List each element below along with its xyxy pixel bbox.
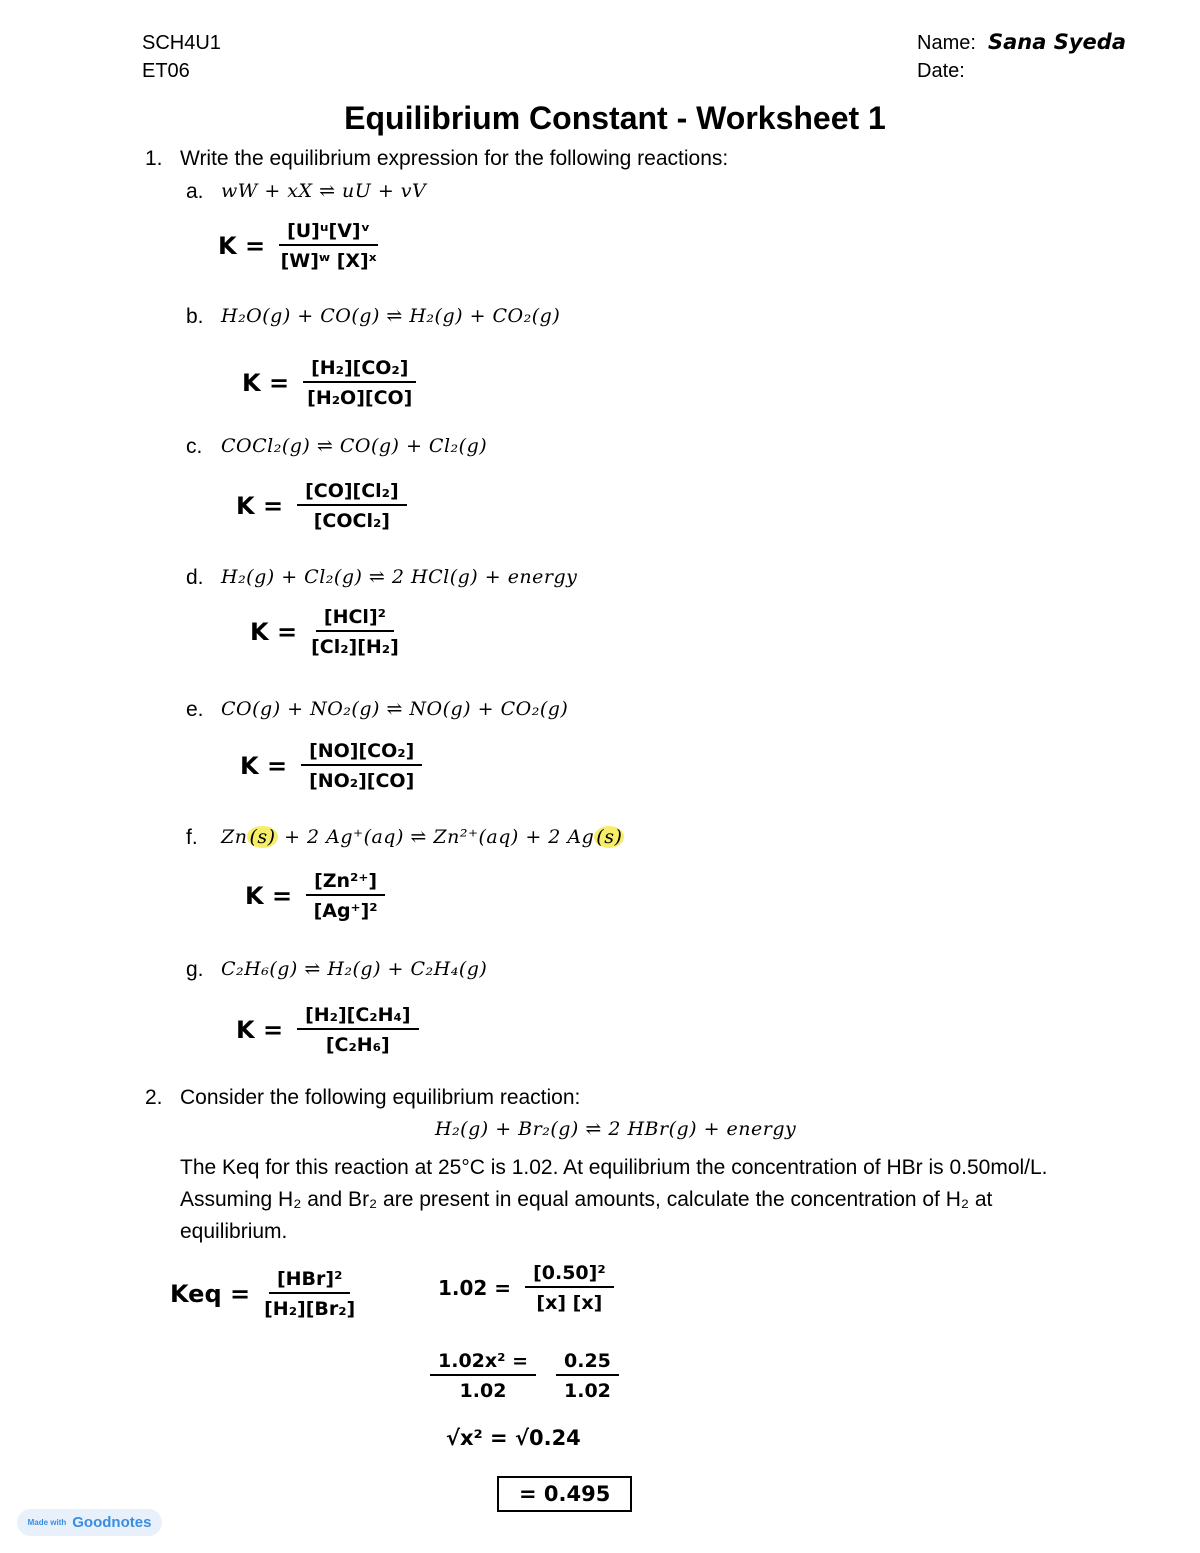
denominator: [Cl₂][H₂] bbox=[311, 636, 399, 658]
reaction-middle: + 2 Ag⁺(aq) ⇌ Zn²⁺(aq) + 2 Ag bbox=[277, 826, 595, 848]
step-2-rhs-den: 1.02 bbox=[564, 1380, 611, 1402]
q2-paragraph: The Keq for this reaction at 25°C is 1.02. At equilibrium the concentration of HBr is 0.50mol/L. Assuming H₂ and Br₂ are present in equal amounts, calculate the concentration of H₂ at equilibrium. bbox=[180, 1156, 1048, 1243]
k-label: K = bbox=[236, 1016, 284, 1044]
q1g-letter: g. bbox=[186, 958, 204, 981]
reaction-start: Zn bbox=[221, 826, 248, 848]
q1-prompt: Write the equilibrium expression for the following reactions: bbox=[180, 147, 729, 170]
q1e-letter: e. bbox=[186, 698, 204, 721]
k-label: K = bbox=[245, 882, 293, 910]
numerator: [NO][CO₂] bbox=[301, 740, 422, 766]
q1g-answer bbox=[236, 1004, 419, 1056]
q1b-reaction: H₂O(g) + CO(g) ⇌ H₂(g) + CO₂(g) bbox=[221, 305, 561, 327]
numerator: [Zn²⁺] bbox=[306, 870, 385, 896]
denominator: [NO₂][CO] bbox=[309, 770, 415, 792]
made-with-label: Made with bbox=[27, 1518, 67, 1527]
q2-prompt: Consider the following equilibrium reaction: bbox=[180, 1086, 581, 1109]
course-code: SCH4U1 bbox=[142, 32, 221, 54]
date-label: Date: bbox=[917, 60, 965, 82]
numerator: [H₂][C₂H₄] bbox=[297, 1004, 418, 1030]
step-1-lhs: 1.02 = bbox=[438, 1276, 512, 1300]
q1-number: 1. bbox=[145, 147, 163, 170]
step-2-divide bbox=[430, 1350, 619, 1402]
denominator: [W]ʷ [X]ˣ bbox=[280, 250, 377, 272]
q2-number: 2. bbox=[145, 1086, 163, 1109]
step-3-square-root: √x² = √0.24 bbox=[446, 1426, 581, 1450]
unit-code: ET06 bbox=[142, 60, 190, 82]
denominator: [C₂H₆] bbox=[325, 1034, 390, 1056]
goodnotes-badge bbox=[17, 1509, 162, 1536]
step-2-lhs-num: 1.02x² = bbox=[430, 1350, 536, 1376]
step-2-rhs-num: 0.25 bbox=[556, 1350, 619, 1376]
student-name-handwritten: Sana Syeda bbox=[988, 30, 1126, 54]
q2-reaction: H₂(g) + Br₂(g) ⇌ 2 HBr(g) + energy bbox=[435, 1118, 797, 1140]
k-label: K = bbox=[250, 618, 298, 646]
q1a-letter: a. bbox=[186, 180, 204, 203]
k-label: K = bbox=[218, 232, 266, 260]
step-1-substitution bbox=[438, 1262, 614, 1314]
keq-expression bbox=[170, 1268, 355, 1320]
q1d-reaction: H₂(g) + Cl₂(g) ⇌ 2 HCl(g) + energy bbox=[221, 566, 578, 588]
keq-label: Keq = bbox=[170, 1280, 251, 1308]
goodnotes-logo: Goodnotes bbox=[72, 1514, 152, 1531]
denominator: [H₂O][CO] bbox=[307, 387, 413, 409]
k-label: K = bbox=[242, 369, 290, 397]
k-label: K = bbox=[240, 752, 288, 780]
q1c-reaction: COCl₂(g) ⇌ CO(g) + Cl₂(g) bbox=[221, 435, 488, 457]
numerator: [0.50]² bbox=[525, 1262, 614, 1288]
highlight-solid-2: (s) bbox=[596, 826, 623, 848]
step-2-lhs-den: 1.02 bbox=[459, 1380, 507, 1402]
denominator: [H₂][Br₂] bbox=[264, 1298, 356, 1320]
k-label: K = bbox=[236, 492, 284, 520]
denominator: [x] [x] bbox=[536, 1292, 603, 1314]
numerator: [H₂][CO₂] bbox=[303, 357, 416, 383]
q1f-answer bbox=[245, 870, 385, 922]
numerator: [HBr]² bbox=[269, 1268, 350, 1294]
q1f-letter: f. bbox=[186, 826, 198, 849]
q1e-answer bbox=[240, 740, 422, 792]
final-answer-box: = 0.495 bbox=[497, 1476, 632, 1512]
page-title: Equilibrium Constant - Worksheet 1 bbox=[344, 100, 886, 136]
q1a-answer bbox=[218, 220, 378, 272]
numerator: [HCl]² bbox=[316, 606, 394, 632]
denominator: [Ag⁺]² bbox=[313, 900, 378, 922]
q1b-answer bbox=[242, 357, 416, 409]
q1c-letter: c. bbox=[186, 435, 203, 458]
name-label: Name: bbox=[917, 32, 976, 54]
q1c-answer bbox=[236, 480, 407, 532]
numerator: [U]ᵘ[V]ᵛ bbox=[279, 220, 378, 246]
q1d-answer bbox=[250, 606, 399, 658]
highlight-solid-1: (s) bbox=[249, 826, 276, 848]
q1g-reaction: C₂H₆(g) ⇌ H₂(g) + C₂H₄(g) bbox=[221, 958, 488, 980]
q1d-letter: d. bbox=[186, 566, 204, 589]
q1b-letter: b. bbox=[186, 305, 204, 328]
denominator: [COCl₂] bbox=[313, 510, 390, 532]
q1a-reaction: wW + xX ⇌ uU + vV bbox=[221, 180, 427, 202]
q1f-reaction bbox=[221, 826, 624, 848]
q1e-reaction: CO(g) + NO₂(g) ⇌ NO(g) + CO₂(g) bbox=[221, 698, 569, 720]
numerator: [CO][Cl₂] bbox=[297, 480, 407, 506]
